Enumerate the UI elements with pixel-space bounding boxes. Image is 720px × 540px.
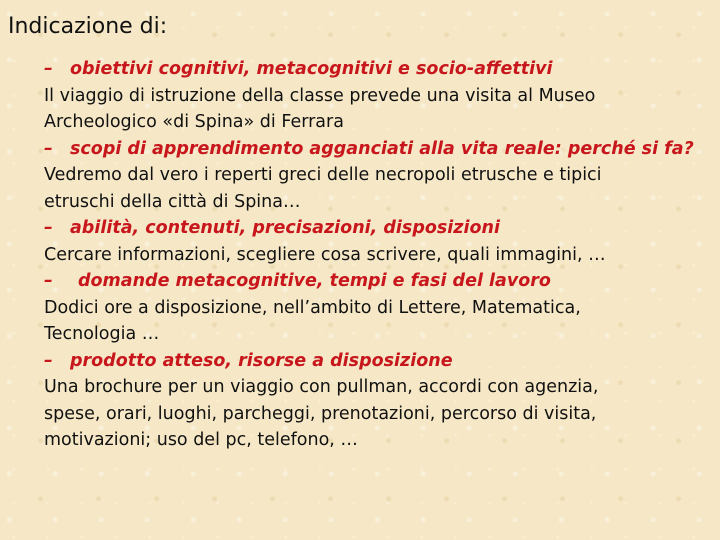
dash-marker: – xyxy=(44,350,53,371)
dash-marker: – xyxy=(44,138,53,159)
section-heading-text: scopi di apprendimento agganciati alla vita reale: perché si fa? xyxy=(70,138,694,159)
body-line: Il viaggio di istruzione della classe prevede una visita al Museo xyxy=(44,85,596,106)
section-heading xyxy=(44,268,714,295)
section-heading xyxy=(44,348,714,375)
section-heading-text: obiettivi cognitivi, metacognitivi e socio-affettivi xyxy=(70,59,553,79)
dash-marker: – xyxy=(44,218,53,238)
body-line: spese, orari, luoghi, parcheggi, prenotazioni, percorso di visita, xyxy=(44,403,597,424)
dash-marker: – xyxy=(44,271,53,291)
body-line: Dodici ore a disposizione, nell’ambito di Lettere, Matematica, xyxy=(44,297,581,318)
section-heading xyxy=(44,215,714,242)
body-line: Archeologico «di Spina» di Ferrara xyxy=(44,112,344,132)
section-heading-text: prodotto atteso, risorse a disposizione xyxy=(70,350,453,371)
body-line: etruschi della città di Spina… xyxy=(44,191,301,212)
section-heading-text: domande metacognitive, tempi e fasi del lavoro xyxy=(78,271,551,291)
body-line: Una brochure per un viaggio con pullman, accordi con agenzia, xyxy=(44,377,599,397)
body-line: Vedremo dal vero i reperti greci delle necropoli etrusche e tipici xyxy=(44,165,602,185)
body-line: motivazioni; uso del pc, telefono, … xyxy=(44,430,358,450)
section-heading xyxy=(44,136,714,163)
dash-marker: – xyxy=(44,59,53,79)
body-line: Tecnologia … xyxy=(44,324,160,344)
slide-content xyxy=(44,56,714,454)
section-heading xyxy=(44,56,714,83)
section-heading-text: abilità, contenuti, precisazioni, disposizioni xyxy=(70,218,500,238)
body-line: Cercare informazioni, scegliere cosa scrivere, quali immagini, … xyxy=(44,244,606,265)
slide-title: Indicazione di: xyxy=(8,14,168,39)
